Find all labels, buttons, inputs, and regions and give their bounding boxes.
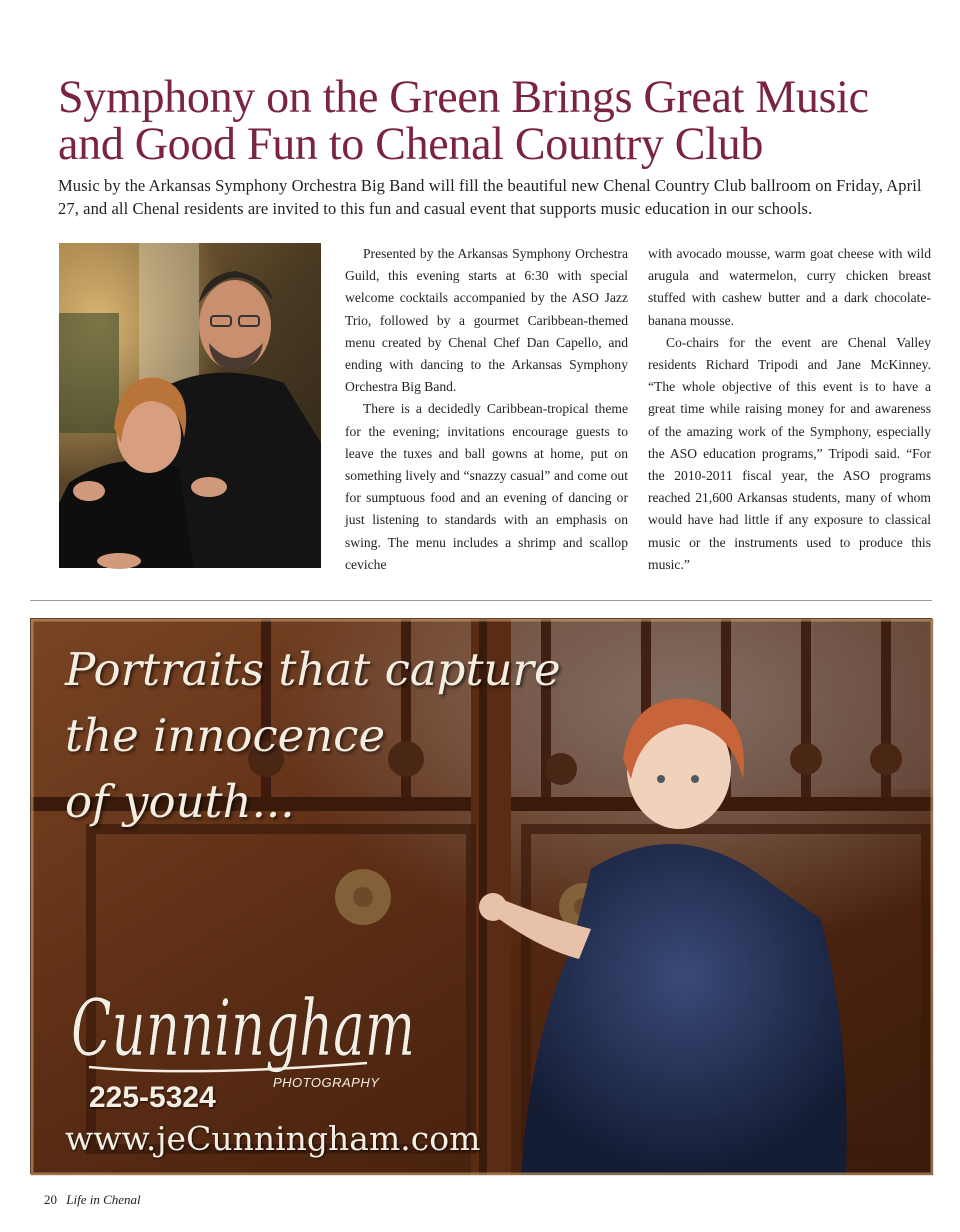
paragraph: Co-chairs for the event are Chenal Valley residents Richard Tripodi and Jane McKinney. “The whole objective of this event is to have a great time while raising money for and awareness of the amazing work of the Symphony, especially the ASO education programs,” Tripodi said. “For the 2010-2011 fiscal year, the ASO programs reached 21,600 Arkansas students, many of whom would have had little if any exposure to classical music or the instruments used to produce this music.” xyxy=(648,334,931,572)
article-deck: Music by the Arkansas Symphony Orchestra Big Band will fill the beautiful new Chenal Country Club ballroom on Friday, April 27, and all Chenal residents are invited to this fun and casual event that supports music education in our schools. xyxy=(58,176,922,218)
photography-advertisement xyxy=(30,618,932,1174)
publication-name: Life in Chenal xyxy=(66,1192,141,1207)
ad-tagline-line: Portraits that capture xyxy=(65,643,561,696)
logo-wordmark: Cunningham xyxy=(71,984,415,1074)
page-number: 20 xyxy=(44,1192,57,1207)
article-column-2 xyxy=(648,243,931,576)
cunningham-logo xyxy=(67,959,447,1089)
ad-tagline-line: the innocence xyxy=(65,709,386,762)
logo-photography-label: PHOTOGRAPHY xyxy=(273,1075,380,1090)
co-chairs-photo xyxy=(59,243,321,568)
paragraph: There is a decidedly Caribbean-tropical theme for the evening; invitations encourage guests to leave the tuxes and ball gowns at home, put on something lively and “snazzy casual” and come out for sumptuous food and an evening of dancing or just listening to standards with an emphasis on swing. The menu includes a shrimp and scallop ceviche xyxy=(345,401,628,572)
ad-tagline xyxy=(65,637,561,835)
article-column-1 xyxy=(345,243,628,576)
ad-website: www.jeCunningham.com xyxy=(65,1119,481,1158)
paragraph: Presented by the Arkansas Symphony Orchestra Guild, this evening starts at 6:30 with special welcome cocktails accompanied by the ASO Jazz Trio, followed by a gourmet Caribbean-themed menu created by Chenal Chef Dan Capello, and ending with dancing to the Arkansas Symphony Orchestra Big Band. xyxy=(345,246,628,395)
article-headline: Symphony on the Green Brings Great Music and Good Fun to Chenal Country Club xyxy=(58,70,869,169)
ad-tagline-line: of youth... xyxy=(65,775,295,828)
section-divider xyxy=(30,600,932,601)
ad-phone-number: 225-5324 xyxy=(89,1081,216,1114)
page-footer xyxy=(44,1192,141,1208)
paragraph: with avocado mousse, warm goat cheese with wild arugula and watermelon, curry chicken breast stuffed with cashew butter and a dark chocolate-banana mousse. xyxy=(648,246,931,328)
